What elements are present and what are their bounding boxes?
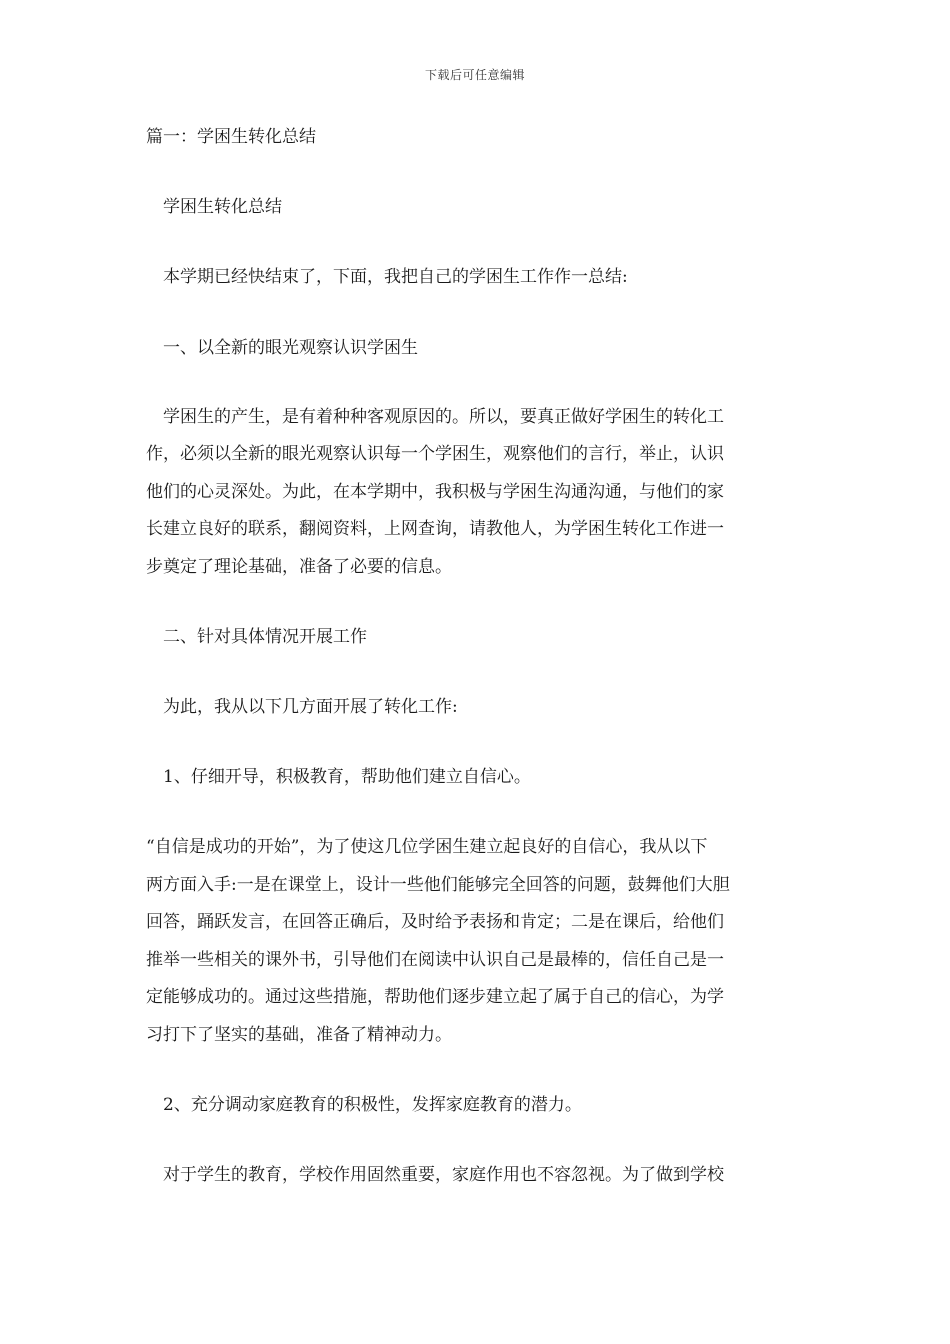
section1-line: 作，必须以全新的眼光观察认识每一个学困生，观察他们的言行，举止，认识 bbox=[146, 444, 724, 464]
item1-line: 两方面入手:一是在课堂上，设计一些他们能够完全回答的问题，鼓舞他们大胆 bbox=[146, 875, 730, 895]
document-subtitle: 学困生转化总结 bbox=[163, 197, 282, 217]
item1-line: “自信是成功的开始”，为了使这几位学困生建立起良好的自信心，我从以下 bbox=[146, 837, 708, 857]
item1-line: 习打下了坚实的基础，准备了精神动力。 bbox=[146, 1025, 452, 1045]
item1-line: 回答，踊跃发言，在回答正确后，及时给予表扬和肯定；二是在课后，给他们 bbox=[146, 912, 724, 932]
article-title: 篇一：学困生转化总结 bbox=[146, 127, 316, 147]
section2-intro: 为此，我从以下几方面开展了转化工作: bbox=[163, 697, 458, 717]
header-note: 下载后可任意编辑 bbox=[424, 68, 525, 82]
section2-heading: 二、针对具体情况开展工作 bbox=[163, 627, 367, 647]
section1-line: 步奠定了理论基础，准备了必要的信息。 bbox=[146, 557, 452, 577]
item1-line: 定能够成功的。通过这些措施，帮助他们逐步建立起了属于自己的信心，为学 bbox=[146, 987, 724, 1007]
item1-heading: 1、仔细开导，积极教育，帮助他们建立自信心。 bbox=[163, 767, 531, 787]
item1-line: 推举一些相关的课外书，引导他们在阅读中认识自己是最棒的，信任自己是一 bbox=[146, 950, 724, 970]
intro-paragraph: 本学期已经快结束了，下面，我把自己的学困生工作作一总结: bbox=[163, 267, 628, 287]
section1-heading: 一、以全新的眼光观察认识学困生 bbox=[163, 338, 418, 358]
section1-line: 学困生的产生，是有着种种客观原因的。所以，要真正做好学困生的转化工 bbox=[163, 407, 724, 427]
item2-line: 对于学生的教育，学校作用固然重要，家庭作用也不容忽视。为了做到学校 bbox=[163, 1165, 724, 1185]
item2-heading: 2、充分调动家庭教育的积极性，发挥家庭教育的潜力。 bbox=[163, 1095, 582, 1115]
section1-line: 长建立良好的联系，翻阅资料，上网查询，请教他人，为学困生转化工作进一 bbox=[146, 519, 724, 539]
section1-line: 他们的心灵深处。为此，在本学期中，我积极与学困生沟通沟通，与他们的家 bbox=[146, 482, 724, 502]
